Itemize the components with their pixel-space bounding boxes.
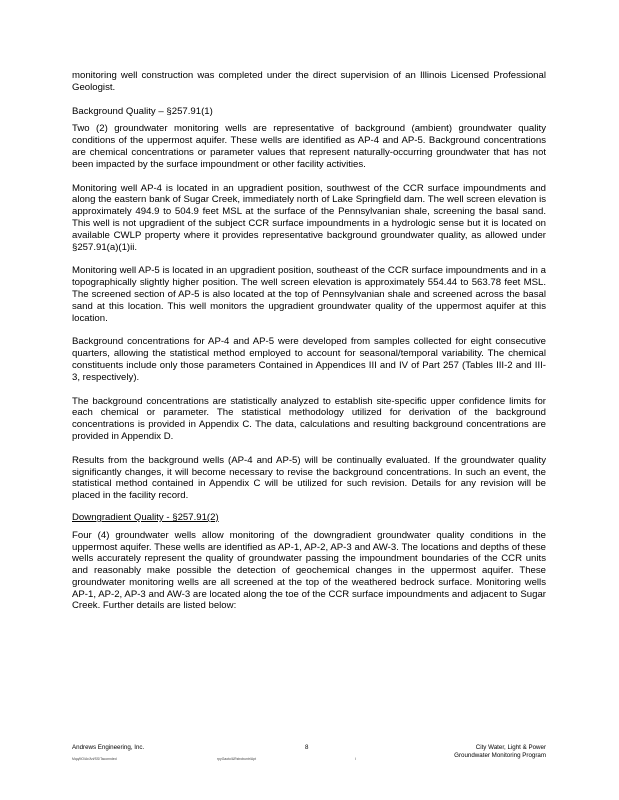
footer-company: Andrews Engineering, Inc. [72,744,145,751]
background-paragraph: Monitoring well AP-5 is located in an upgradient position, southeast of the CCR surface impoundments and in a topographically slightly higher position. The well screen elevation is approximately 554.44 to 563.78 feet MSL. The screened section of AP-5 is also located at the top of Pennsylvanian shale and screened across the basal sand at this location. This well monitors the upgradient groundwater quality of the uppermost aquifer at this location. [72,265,546,324]
background-paragraph: Background concentrations for AP-4 and AP-5 were developed from samples collected for eight consecutive quarters, allowing the statistical method employed to account for seasonal/temporal variability. The chemical constituents include only those parameters Contained in Appendices III and IV of Part 257 (Tables III-2 and III-3, respectively). [72,336,546,383]
background-paragraph: The background concentrations are statistically analyzed to establish site-specific upper confidence limits for each chemical or parameter. The statistical methodology utilized for derivation of the background concentrations is provided in Appendix C. The data, calculations and resulting background concentrations are provided in Appendix D. [72,395,546,442]
downgradient-paragraph: Four (4) groundwater wells allow monitoring of the downgradient groundwater quality conditions in the uppermost aquifer. These wells are identified as AP-1, AP-2, AP-3 and AW-3. The locations and depths of these wells accurately represent the quality of groundwater passing the impoundment boundaries of the CCR units and reasonably make possible the detection of geochemical changes in the uppermost aquifer. These groundwater monitoring wells are all screened at the top of the weathered bedrock surface. Monitoring wells AP-1, AP-2, AP-3 and AW-3 are located along the toe of the CCR surface impoundments and adjacent to Sugar Creek. Further details are listed below: [72,529,546,612]
document-body [72,70,546,624]
intro-paragraph: monitoring well construction was completed under the direct supervision of an Illinois Licensed Professional Geologist. [72,70,546,93]
footer-file-code-right: I [355,757,356,761]
footer-client [454,744,546,760]
footer-file-code-center: rpyGaoto/&Rstrobuntr/Apt [217,757,257,761]
background-paragraph: Results from the background wells (AP-4 and AP-5) will be continually evaluated. If the groundwater quality significantly changes, it will become necessary to revise the background concentrations. In such an event, the statistical method contained in Appendix C will be utilized for such revision. Details for any revision will be placed in the facility record. [72,454,546,502]
footer-client-line1: City Water, Light & Power [475,744,546,751]
footer-page-number: 8 [305,744,309,751]
footer-client-line2: Groundwater Monitoring Program [454,752,546,759]
downgradient-quality-heading: Downgradient Quality - §257.91(2) [72,511,219,523]
background-quality-heading: Background Quality – §257.91(1) [72,105,213,117]
background-paragraph: Monitoring well AP-4 is located in an upgradient position, southwest of the CCR surface impoundments and along the eastern bank of Sugar Creek, immediately north of Lake Springfield dam. The well screen elevation is approximately 494.9 to 504.9 feet MSL at the surface of the Pennsylvanian shale, screening the basal sand. This well is not upgradient of the subject CCR surface impoundments in a hydrologic sense but it is located on available CWLP property where it provides representative background groundwater quality, as allowed under §257.91(a)(1)ii. [72,182,546,253]
background-paragraph: Two (2) groundwater monitoring wells are representative of background (ambient) groundwater quality conditions of the uppermost aquifer. These wells are identified as AP-4 and AP-5. Background concentrations are chemical concentrations or parameter values that represent naturally-occurring groundwater that has not been impacted by the surface impoundment or other facility activities. [72,123,546,170]
footer-file-code-left: Mqq/IIO/Ar/Art/SS/Taconnded [72,757,117,761]
